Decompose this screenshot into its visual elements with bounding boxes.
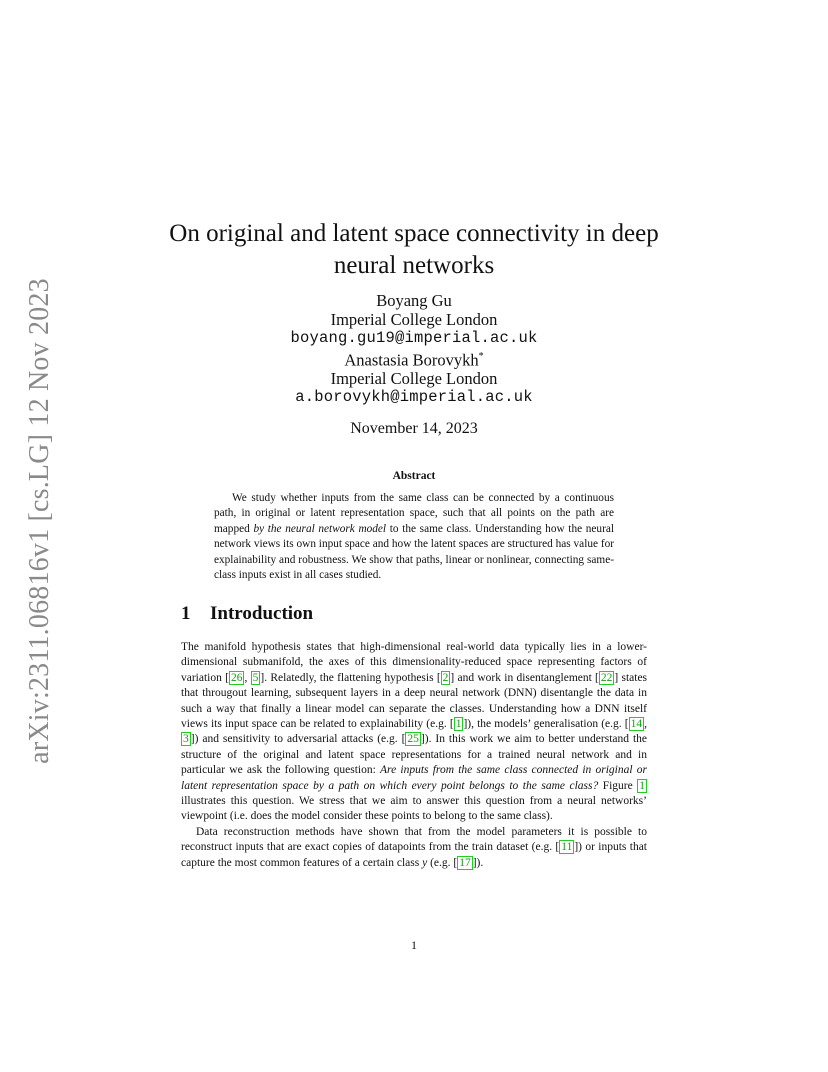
research-question: Are inputs from the same class connected in original or latent representation space by a path on which every point belongs to the same class? — [181, 764, 648, 792]
abstract-heading: Abstract — [392, 470, 436, 482]
author-1-name: Boyang Gu — [376, 291, 452, 310]
author-2-affiliation: Imperial College London — [330, 368, 498, 388]
citation-link[interactable]: 11 — [561, 841, 573, 854]
citation-link[interactable]: 1 — [455, 718, 462, 731]
introduction-body — [181, 640, 647, 871]
citation-link[interactable]: 3 — [183, 733, 189, 746]
citation-link[interactable]: 22 — [600, 671, 613, 684]
title-line-1: On original and latent space connectivity in deep — [169, 220, 659, 247]
math-variable: y — [422, 856, 428, 869]
intro-paragraph-1: The manifold hypothesis states that high-dimensional real-world data typically lies in a lower-dimensional submanifold, the axes of this dimensionality-reduced space representing factors of variation [ 26 , 5 ]. Relatedly, the flattening hypothesis [ 2 ] and work in disentanglement [ 22 ] states that througout learning, subsequent layers in a deep neural network (DNN) disentangle the data in such a way that finally a linear model can separate the classes. Understanding how a DNN itself views its input space can be related to explainability (e.g. [ 1 ]), the models’ generalisation (e.g. [ 14 , 3 ]) and sensitivity to adversarial attacks (e.g. [ 25 ]). In this work we aim to better understand the structure of the original and latent space representations for a trained neural network and in particular we ask the following question: Are inputs from the same class connected in original or latent representation space by a path on which every point belongs to the same class? Figure 1 illustrates this question. We stress that we aim to answer this question from a neural networks’ viewpoint (i.e. does the model consider these points to belong to the same class). — [181, 641, 648, 823]
arxiv-watermark — [18, 278, 62, 764]
figure-reference-link[interactable]: 1 — [639, 779, 645, 792]
arxiv-identifier: arXiv:2311.06816v1 [cs.LG] 12 Nov 2023 — [24, 278, 55, 764]
author-2-footnote-mark[interactable]: * — [478, 350, 484, 362]
citation-link[interactable]: 26 — [230, 671, 243, 684]
title-line-2: neural networks — [333, 252, 495, 279]
abstract-body — [214, 491, 614, 583]
section-number: 1 — [181, 603, 191, 624]
author-2-line — [200, 348, 628, 370]
intro-paragraph-2: Data reconstruction methods have shown that from the model parameters it is possible to reconstruct inputs that are exact copies of datapoints from the train dataset (e.g. [ 11 ]) or inputs that capture the most common features of a certain class y (e.g. [ 17 ]). — [181, 825, 647, 869]
paper-date: November 14, 2023 — [350, 420, 478, 437]
section-heading-introduction — [181, 603, 313, 625]
paper-title — [150, 218, 678, 282]
author-block — [200, 292, 628, 407]
citation-link[interactable]: 2 — [442, 671, 449, 684]
author-2-name: Anastasia Borovykh — [344, 350, 479, 370]
citation-link[interactable]: 17 — [459, 856, 471, 869]
section-title: Introduction — [210, 603, 314, 624]
citation-link[interactable]: 25 — [407, 733, 419, 746]
author-1-affiliation: Imperial College London — [330, 309, 498, 329]
page-number: 1 — [411, 938, 417, 952]
citation-link[interactable]: 14 — [630, 718, 643, 731]
citation-link[interactable]: 5 — [252, 671, 259, 684]
author-2-email[interactable]: a.borovykh@imperial.ac.uk — [295, 388, 533, 407]
author-1-email[interactable]: boyang.gu19@imperial.ac.uk — [290, 329, 538, 348]
abstract-paragraph: We study whether inputs from the same class can be connected by a continuous path, in original or latent representation space, such that all points on the path are mapped by the neural network model to the same class. Understanding how the neural network views its own input space and how the latent spaces are structured has value for explainability and robustness. We show that paths, linear or nonlinear, connecting same-class inputs exist in all cases studied. — [214, 492, 614, 582]
